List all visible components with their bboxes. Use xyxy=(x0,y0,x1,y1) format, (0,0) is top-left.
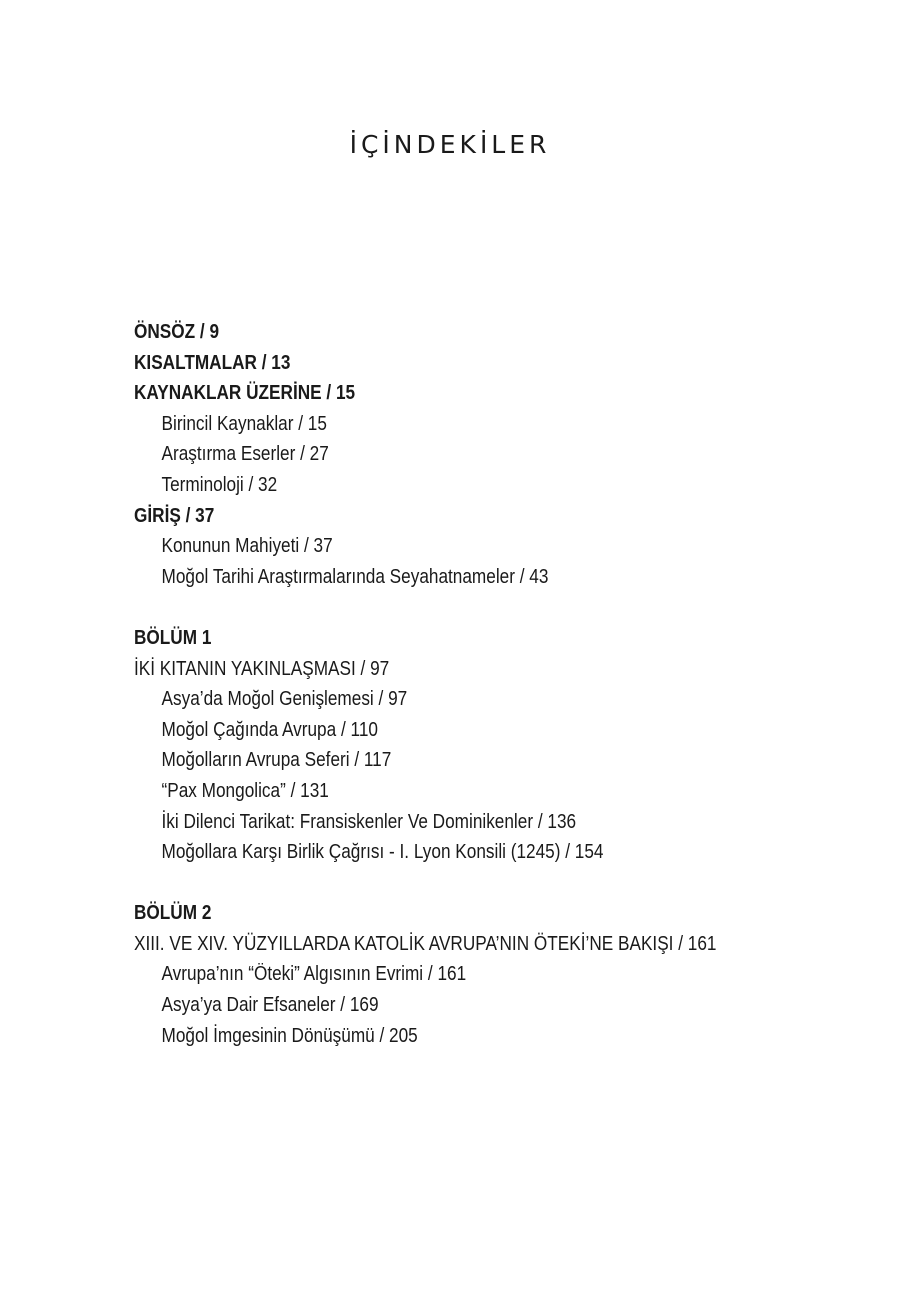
toc-subentry-oteki-algisi: Avrupa’nın “Öteki” Algısının Evrimi / 161 xyxy=(161,963,467,986)
toc-subentry-lyon-konsili: Moğollara Karşı Birlik Çağrısı - I. Lyon Konsili (1245) / 154 xyxy=(161,841,604,864)
section-spacer xyxy=(134,868,834,899)
toc-subentry-avrupa-seferi: Moğolların Avrupa Seferi / 117 xyxy=(161,749,392,772)
toc-subentry-konunun-mahiyeti: Konunun Mahiyeti / 37 xyxy=(161,535,333,558)
toc-subentry-mogol-imgesi: Moğol İmgesinin Dönüşümü / 205 xyxy=(161,1024,418,1047)
toc-entry-onsoz: ÖNSÖZ / 9 xyxy=(134,321,220,343)
toc-subentry-arastirma-eserler: Araştırma Eserler / 27 xyxy=(161,443,329,466)
chapter-heading-1: BÖLÜM 1 xyxy=(134,626,212,649)
chapter-title-2: XIII. VE XIV. YÜZYILLARDA KATOLİK AVRUPA’NIN ÖTEKİ’NE BAKIŞI / 161 xyxy=(134,932,717,955)
toc-subentry-birincil-kaynaklar: Birincil Kaynaklar / 15 xyxy=(161,412,327,435)
chapter-title-1: İKİ KITANIN YAKINLAŞMASI / 97 xyxy=(134,657,390,680)
toc-subentry-pax-mongolica: “Pax Mongolica” / 131 xyxy=(161,779,329,802)
toc-subentry-mogol-caginda-avrupa: Moğol Çağında Avrupa / 110 xyxy=(161,718,378,741)
page-title: İÇİNDEKİLER xyxy=(349,129,551,159)
toc-subentry-seyahatnameler: Moğol Tarihi Araştırmalarında Seyahatnameler / 43 xyxy=(161,565,549,588)
toc-entry-kisaltmalar: KISALTMALAR / 13 xyxy=(134,351,291,374)
toc-subentry-dilenci-tarikat: İki Dilenci Tarikat: Fransiskenler Ve Dominikenler / 136 xyxy=(161,810,577,833)
toc-entry-kaynaklar-uzerine: KAYNAKLAR ÜZERİNE / 15 xyxy=(134,382,356,405)
section-spacer xyxy=(134,592,834,623)
toc-subentry-moğol-genislemesi: Asya’da Moğol Genişlemesi / 97 xyxy=(161,688,408,711)
toc-subentry-terminoloji: Terminoloji / 32 xyxy=(161,473,278,496)
chapter-heading-2: BÖLÜM 2 xyxy=(134,902,212,925)
toc-entry-giris: GİRİŞ / 37 xyxy=(134,504,215,527)
table-of-contents xyxy=(134,317,834,1051)
toc-subentry-asya-efsaneler: Asya’ya Dair Efsaneler / 169 xyxy=(161,994,379,1017)
